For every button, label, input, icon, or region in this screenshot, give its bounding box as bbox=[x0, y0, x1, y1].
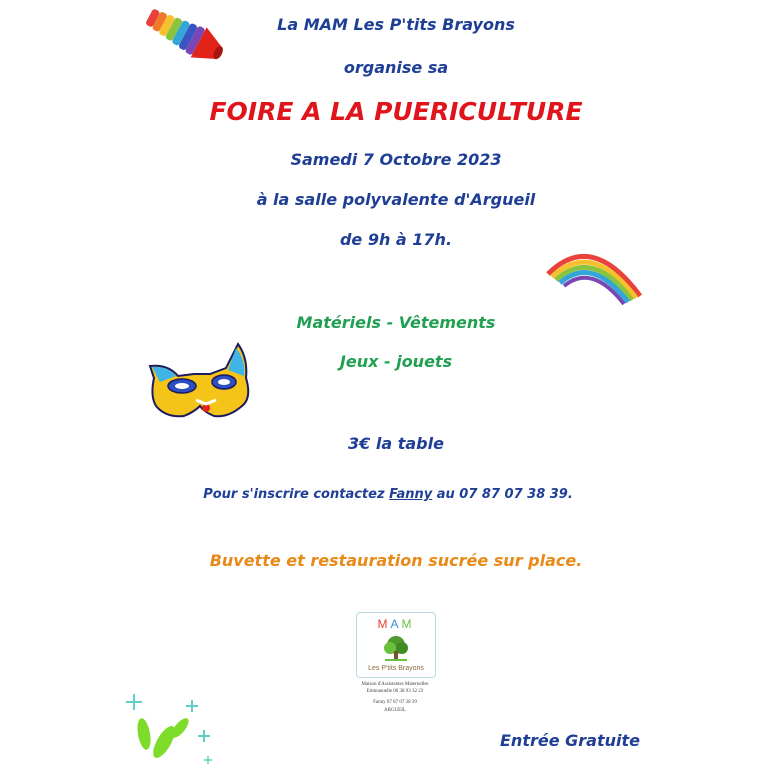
items-line-2: Jeux - jouets bbox=[339, 352, 453, 371]
logo-tiny-line-3: Fanny 07 87 07 38 39 bbox=[373, 700, 417, 705]
logo-letters bbox=[357, 617, 435, 631]
logo-letter-a: A bbox=[390, 617, 402, 631]
table-price: 3€ la table bbox=[348, 434, 444, 453]
organizer-name: La MAM Les P'tits Brayons bbox=[277, 15, 515, 34]
event-title: FOIRE A LA PUERICULTURE bbox=[209, 97, 583, 126]
logo-letter-m2: M bbox=[401, 617, 415, 631]
cat-mask-icon bbox=[148, 338, 258, 423]
event-hours: de 9h à 17h. bbox=[339, 230, 453, 249]
refreshments-text: Buvette et restauration sucrée sur place. bbox=[209, 551, 583, 570]
logo-tiny-line-4: ARGUEIL bbox=[384, 708, 406, 713]
event-place: à la salle polyvalente d'Argueil bbox=[256, 190, 536, 209]
sparkle-icon bbox=[122, 690, 222, 770]
signup-suffix: au 07 87 07 38 39. bbox=[432, 487, 573, 502]
signup-prefix: Pour s'inscrire contactez bbox=[203, 487, 390, 502]
logo-tiny-line-1: Maison d'Assistantes Maternelles bbox=[361, 682, 429, 687]
contact-name: Fanny bbox=[389, 487, 433, 502]
items-line-1: Matériels - Vêtements bbox=[296, 313, 496, 332]
free-entry-text: Entrée Gratuite bbox=[500, 731, 640, 750]
logo-letter-m1: M bbox=[377, 617, 391, 631]
event-date: Samedi 7 Octobre 2023 bbox=[290, 150, 502, 169]
tree-icon bbox=[381, 635, 411, 663]
logo-subtitle: Les P'tits Brayons bbox=[368, 665, 424, 672]
logo-tiny-line-2: Emmanuelle 06 38 93 32 23 bbox=[366, 689, 424, 694]
signup-line bbox=[0, 487, 776, 502]
mam-logo bbox=[356, 612, 436, 678]
organise-text: organise sa bbox=[343, 58, 449, 77]
